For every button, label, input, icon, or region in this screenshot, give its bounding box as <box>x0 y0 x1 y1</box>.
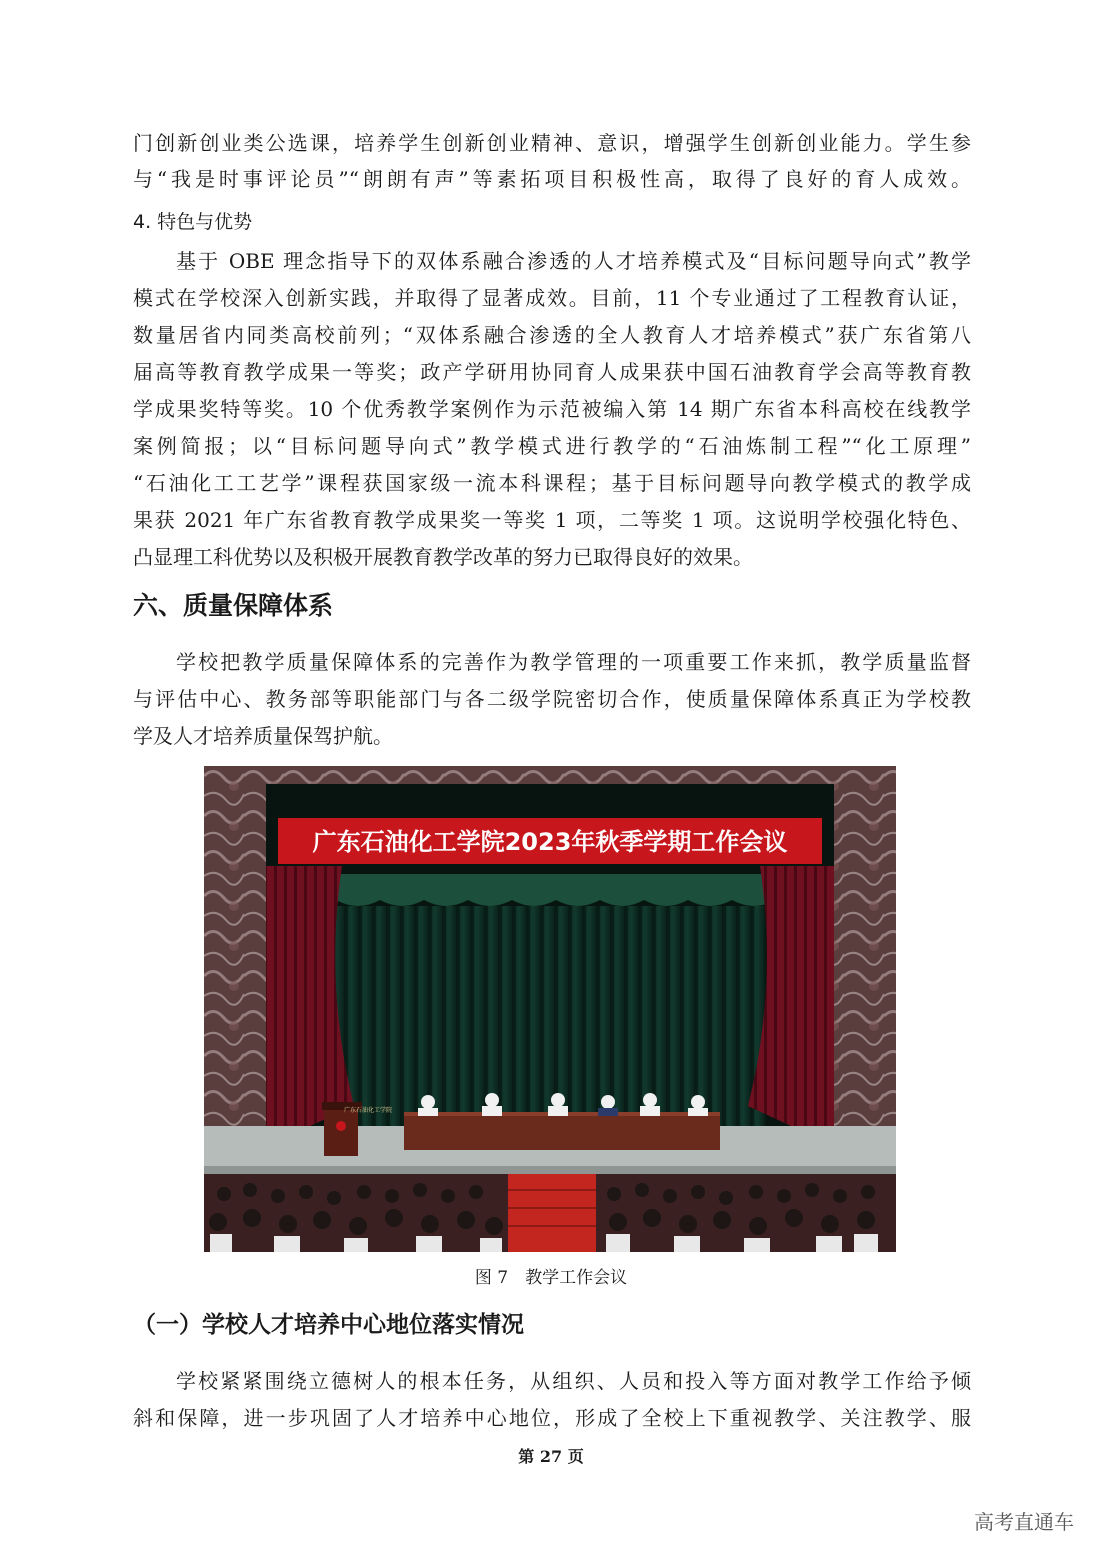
aisle <box>508 1174 596 1252</box>
podium-text: 广东石油化工学院 <box>344 1107 393 1114</box>
page-number: 第 27 页 <box>518 1447 584 1466</box>
paragraph-line: “石油化工工艺学”课程获国家级一流本科课程；基于目标问题导向教学模式的教学成 <box>133 471 971 495</box>
paragraph-line: 与评估中心、教务部等职能部门与各二级学院密切合作，使质量保障体系真正为学校教 <box>133 687 971 711</box>
head-table <box>404 1114 720 1150</box>
paragraph-line: 凸显理工科优势以及积极开展教育教学改革的努力已取得良好的效果。 <box>133 545 753 569</box>
paragraph-line: 模式在学校深入创新实践，并取得了显著成效。目前，11 个专业通过了工程教育认证， <box>133 286 971 310</box>
paragraph-line: 门创新创业类公选课，培养学生创新创业精神、意识，增强学生创新创业能力。学生参 <box>133 131 971 155</box>
paragraph-line: 学成果奖特等奖。10 个优秀教学案例作为示范被编入第 14 期广东省本科高校在线教学 <box>133 397 971 421</box>
paragraph-line: 果获 2021 年广东省教育教学成果奖一等奖 1 项，二等奖 1 项。这说明学校强化特色、 <box>133 508 971 532</box>
paragraph-line: 数量居省内同类高校前列；“双体系融合渗透的全人教育人才培养模式”获广东省第八 <box>133 323 971 347</box>
paragraph-line: 届高等教育教学成果一等奖；政产学研用协同育人成果获中国石油教育学会高等教育教 <box>133 360 971 384</box>
paragraph-line: 学及人才培养质量保驾护航。 <box>133 724 393 748</box>
subsection-heading: （一）学校人才培养中心地位落实情况 <box>133 1312 524 1338</box>
podium <box>324 1108 358 1156</box>
section-heading: 4. 特色与优势 <box>133 211 253 233</box>
paragraph-line: 案例简报；以“目标问题导向式”教学模式进行教学的“石油炼制工程”“化工原理” <box>133 434 971 458</box>
banner-text: 广东石油化工学院2023年秋季学期工作会议 <box>312 828 788 856</box>
paragraph-line: 斜和保障，进一步巩固了人才培养中心地位，形成了全校上下重视教学、关注教学、服 <box>133 1406 971 1430</box>
paragraph-line: 基于 OBE 理念指导下的双体系融合渗透的人才培养模式及“目标问题导向式”教学 <box>176 249 971 273</box>
section-heading: 六、质量保障体系 <box>133 591 334 620</box>
meeting-photo <box>204 766 896 1252</box>
figure-caption: 图 7 教学工作会议 <box>474 1268 628 1288</box>
paragraph-line: 学校紧紧围绕立德树人的根本任务，从组织、人员和投入等方面对教学工作给予倾 <box>176 1369 971 1393</box>
paragraph-line: 与“我是时事评论员”“朗朗有声”等素拓项目积极性高，取得了良好的育人成效。 <box>133 167 971 191</box>
watermark: 高考直通车 <box>974 1510 1074 1534</box>
paragraph-line: 学校把教学质量保障体系的完善作为教学管理的一项重要工作来抓，教学质量监督 <box>176 650 971 674</box>
